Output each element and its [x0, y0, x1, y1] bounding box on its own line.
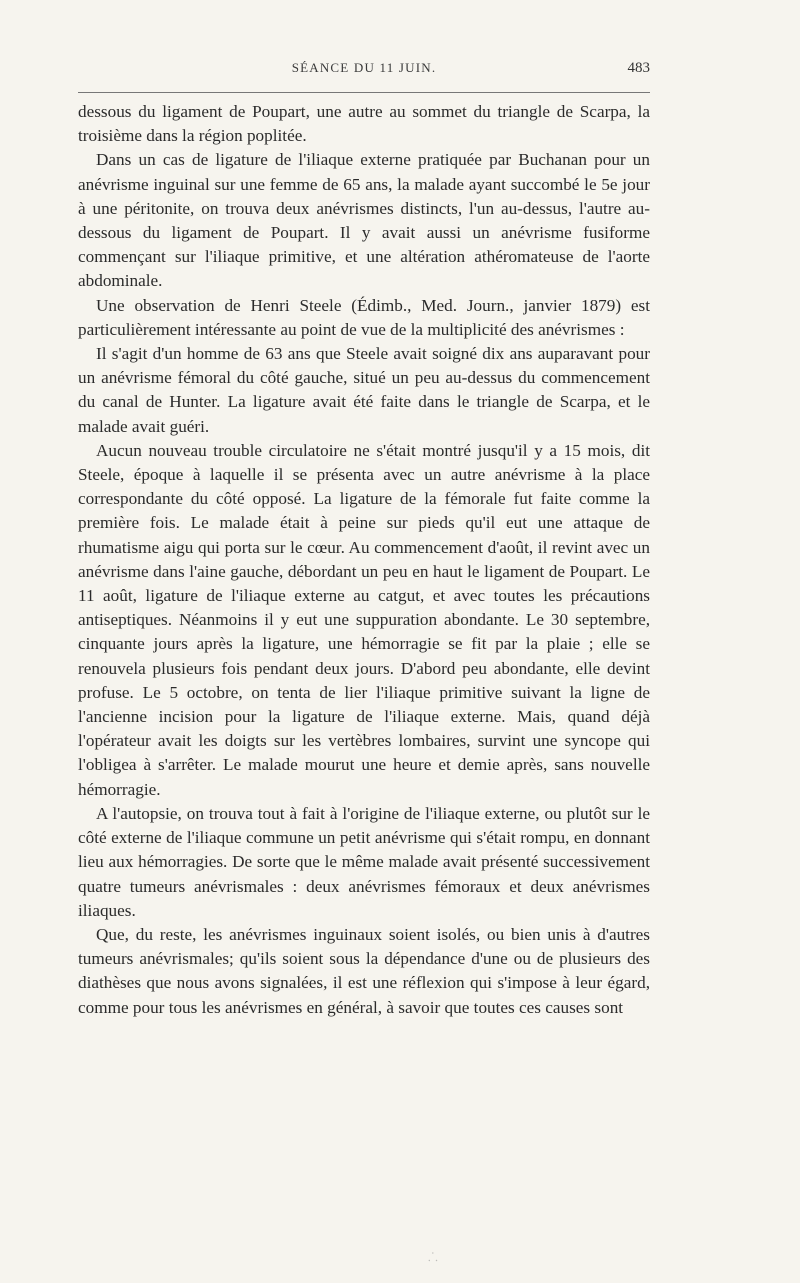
page-number: 483: [627, 60, 650, 76]
paragraph-buchanan-case: Dans un cas de ligature de l'iliaque externe pratiquée par Buchanan pour un anévrisme inguinal sur une femme de 65 ans, la malade ayant succombé le 5e jour à une péritonite, on trouva deux anévrismes distincts, l'un au-dessus, l'autre au-dessous du ligament de Poupart. Il y avait aussi un anévrisme fusiforme commençant sur l'iliaque primitive, et une altération athéromateuse de l'aorte abdominale.: [78, 150, 650, 291]
page-header: [78, 60, 650, 84]
body-text: [78, 100, 650, 1020]
running-head: SÉANCE DU 11 JUIN.: [291, 60, 437, 75]
paragraph-steele-patient: Il s'agit d'un homme de 63 ans que Steele avait soigné dix ans auparavant pour un anévrisme fémoral du côté gauche, situé un peu au-dessus du commencement du canal de Hunter. La ligature avait été faite dans le triangle de Scarpa, et le malade avait guéri.: [78, 344, 650, 436]
paragraph-continuation: dessous du ligament de Poupart, une autre au sommet du triangle de Scarpa, la troisième dans la région poplitée.: [78, 102, 650, 146]
paragraph-steele-course: Aucun nouveau trouble circulatoire ne s'était montré jusqu'il y a 15 mois, dit Steele, époque à laquelle il se présenta avec un autre anévrisme à la place correspondante du côté opposé. La ligature de la fémorale fut faite comme la première fois. Le malade était à peine sur pieds qu'il eut une attaque de rhumatisme aigu qui porta sur le cœur. Au commencement d'août, il revint avec un anévrisme dans l'aine gauche, débordant un peu en haut le ligament de Poupart. Le 11 août, ligature de l'iliaque externe au catgut, et avec toutes les précautions antiseptiques. Néanmoins il y eut une suppuration abondante. Le 30 septembre, cinquante jours après la ligature, une hémorragie se fit par la plaie ; elle se renouvela plusieurs fois pendant deux jours. D'abord peu abondante, elle devint profuse. Le 5 octobre, on tenta de lier l'iliaque primitive suivant la ligne de l'ancienne incision pour la ligature de l'iliaque externe. Mais, quand déjà l'opérateur avait les doigts sur les vertèbres lombaires, survint une syncope qui l'obligea à s'arrêter. Le malade mourut une heure et demie après, sans nouvelle hémorragie.: [78, 440, 650, 799]
paragraph-conclusion: Que, du reste, les anévrismes inguinaux soient isolés, ou bien unis à d'autres tumeurs anévrismales; qu'ils soient sous la dépendance d'une ou de plusieurs des diathèses que nous avons signalées, il est une réflexion qui s'impose à leur égard, comme pour tous les anévrismes en général, à savoir que toutes ces causes sont: [78, 924, 650, 1017]
paragraph-autopsy: A l'autopsie, on trouva tout à fait à l'origine de l'iliaque externe, ou plutôt sur le côté externe de l'iliaque commune un petit anévrisme qui s'était rompu, en donnant lieu aux hémorragies. De sorte que le même malade avait présenté successivement quatre tumeurs anévrismales : deux anévrismes fémoraux et deux anévrismes iliaques.: [78, 803, 650, 920]
header-rule: [78, 92, 650, 93]
ink-smudge-mark: ⸫: [428, 1250, 438, 1264]
paragraph-steele-observation: Une observation de Henri Steele (Édimb., Med. Journ., janvier 1879) est particulièrement intéressante au point de vue de la multiplicité des anévrismes :: [78, 295, 650, 339]
